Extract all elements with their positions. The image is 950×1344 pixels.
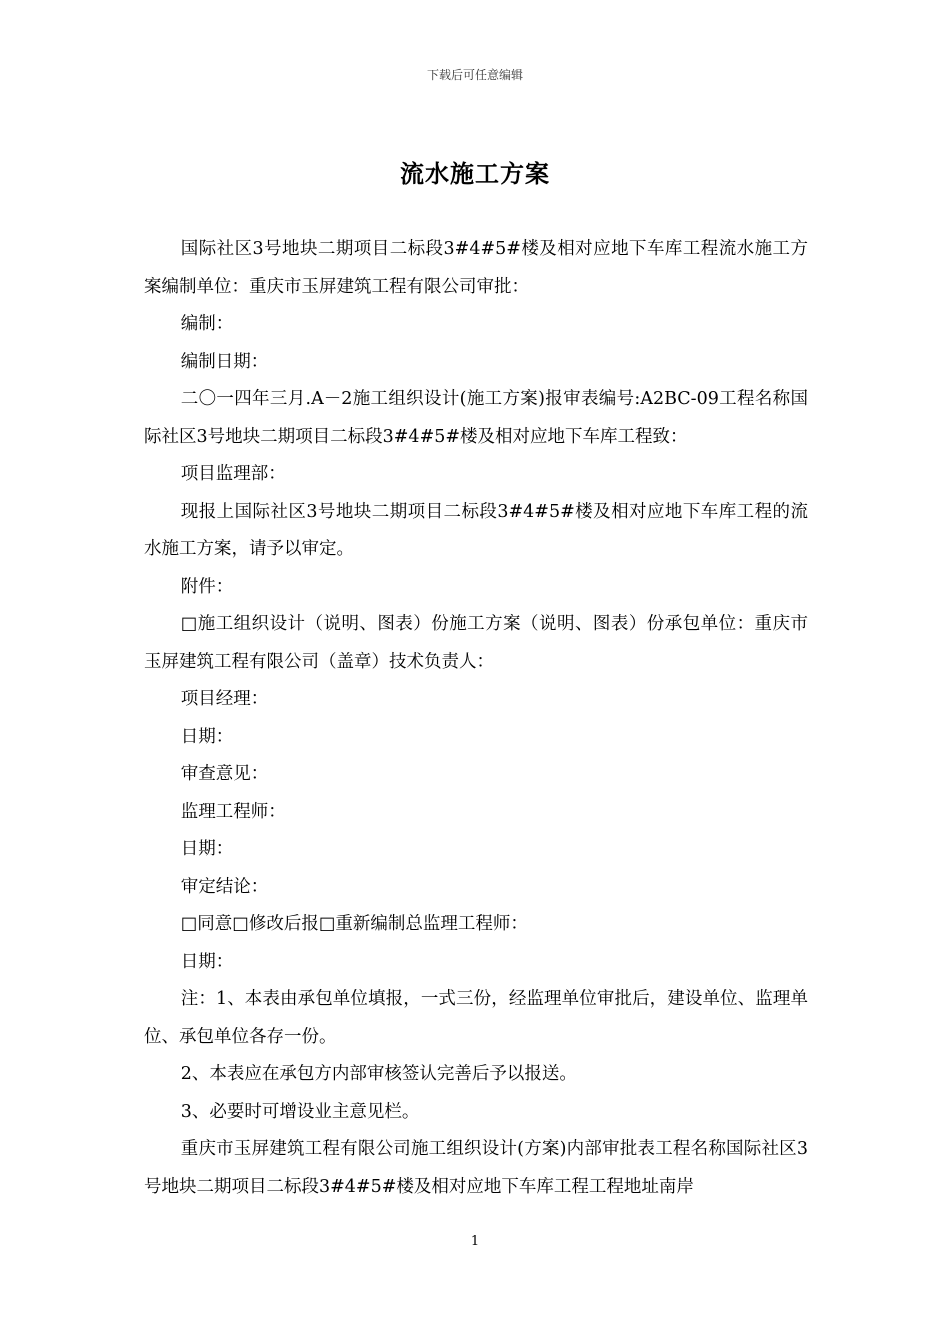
paragraph-note-2: 2、本表应在承包方内部审核签认完善后予以报送。 — [180, 1064, 577, 1084]
paragraph-compile-date: 编制日期： — [180, 351, 269, 372]
paragraph-submission: 现报上国际社区3号地块二期项目二标段3#4#5#楼及相对应地下车库工程的流水施工方案，请予以审定。 — [144, 501, 808, 559]
paragraph-supervising-engineer: 监理工程师： — [180, 801, 286, 822]
document-title: 流水施工方案 — [400, 159, 550, 188]
paragraph-review-opinion: 审查意见： — [180, 764, 269, 784]
paragraph-compiler: 编制： — [180, 314, 234, 334]
paragraph-approval-conclusion: 审定结论： — [180, 876, 269, 897]
paragraph-note-3: 3、必要时可增设业主意见栏。 — [180, 1101, 420, 1122]
paragraph-project-manager: 项目经理： — [180, 689, 269, 709]
paragraph-date-2: 日期： — [180, 839, 234, 859]
paragraph-attachment-list: □施工组织设计（说明、图表）份施工方案（说明、图表）份承包单位：重庆市玉屏建筑工程有限公司（盖章）技术负责人： — [144, 614, 808, 672]
paragraph-date-3: 日期： — [180, 951, 234, 972]
paragraph-internal-approval: 重庆市玉屏建筑工程有限公司施工组织设计(方案)内部审批表工程名称国际社区3号地块二期项目二标段3#4#5#楼及相对应地下车库工程工程地址南岸 — [144, 1139, 808, 1197]
page-number: 1 — [470, 1234, 480, 1249]
header-note: 下载后可任意编辑 — [426, 68, 523, 82]
document-body — [144, 231, 808, 1206]
paragraph-report-form: 二〇一四年三月.A－2施工组织设计(施工方案)报审表编号:A2BC-09工程名称国际社区3号地块二期项目二标段3#4#5#楼及相对应地下车库工程致： — [144, 389, 808, 447]
paragraph-attachments: 附件： — [180, 576, 234, 597]
paragraph-supervision-dept: 项目监理部： — [180, 464, 286, 484]
paragraph-project-intro: 国际社区3号地块二期项目二标段3#4#5#楼及相对应地下车库工程流水施工方案编制单位：重庆市玉屏建筑工程有限公司审批： — [144, 239, 808, 297]
paragraph-date-1: 日期： — [180, 726, 234, 747]
paragraph-note-1: 注：1、本表由承包单位填报，一式三份，经监理单位审批后，建设单位、监理单位、承包单位各存一份。 — [144, 989, 808, 1047]
paragraph-approval-options: □同意□修改后报□重新编制总监理工程师： — [180, 914, 528, 934]
